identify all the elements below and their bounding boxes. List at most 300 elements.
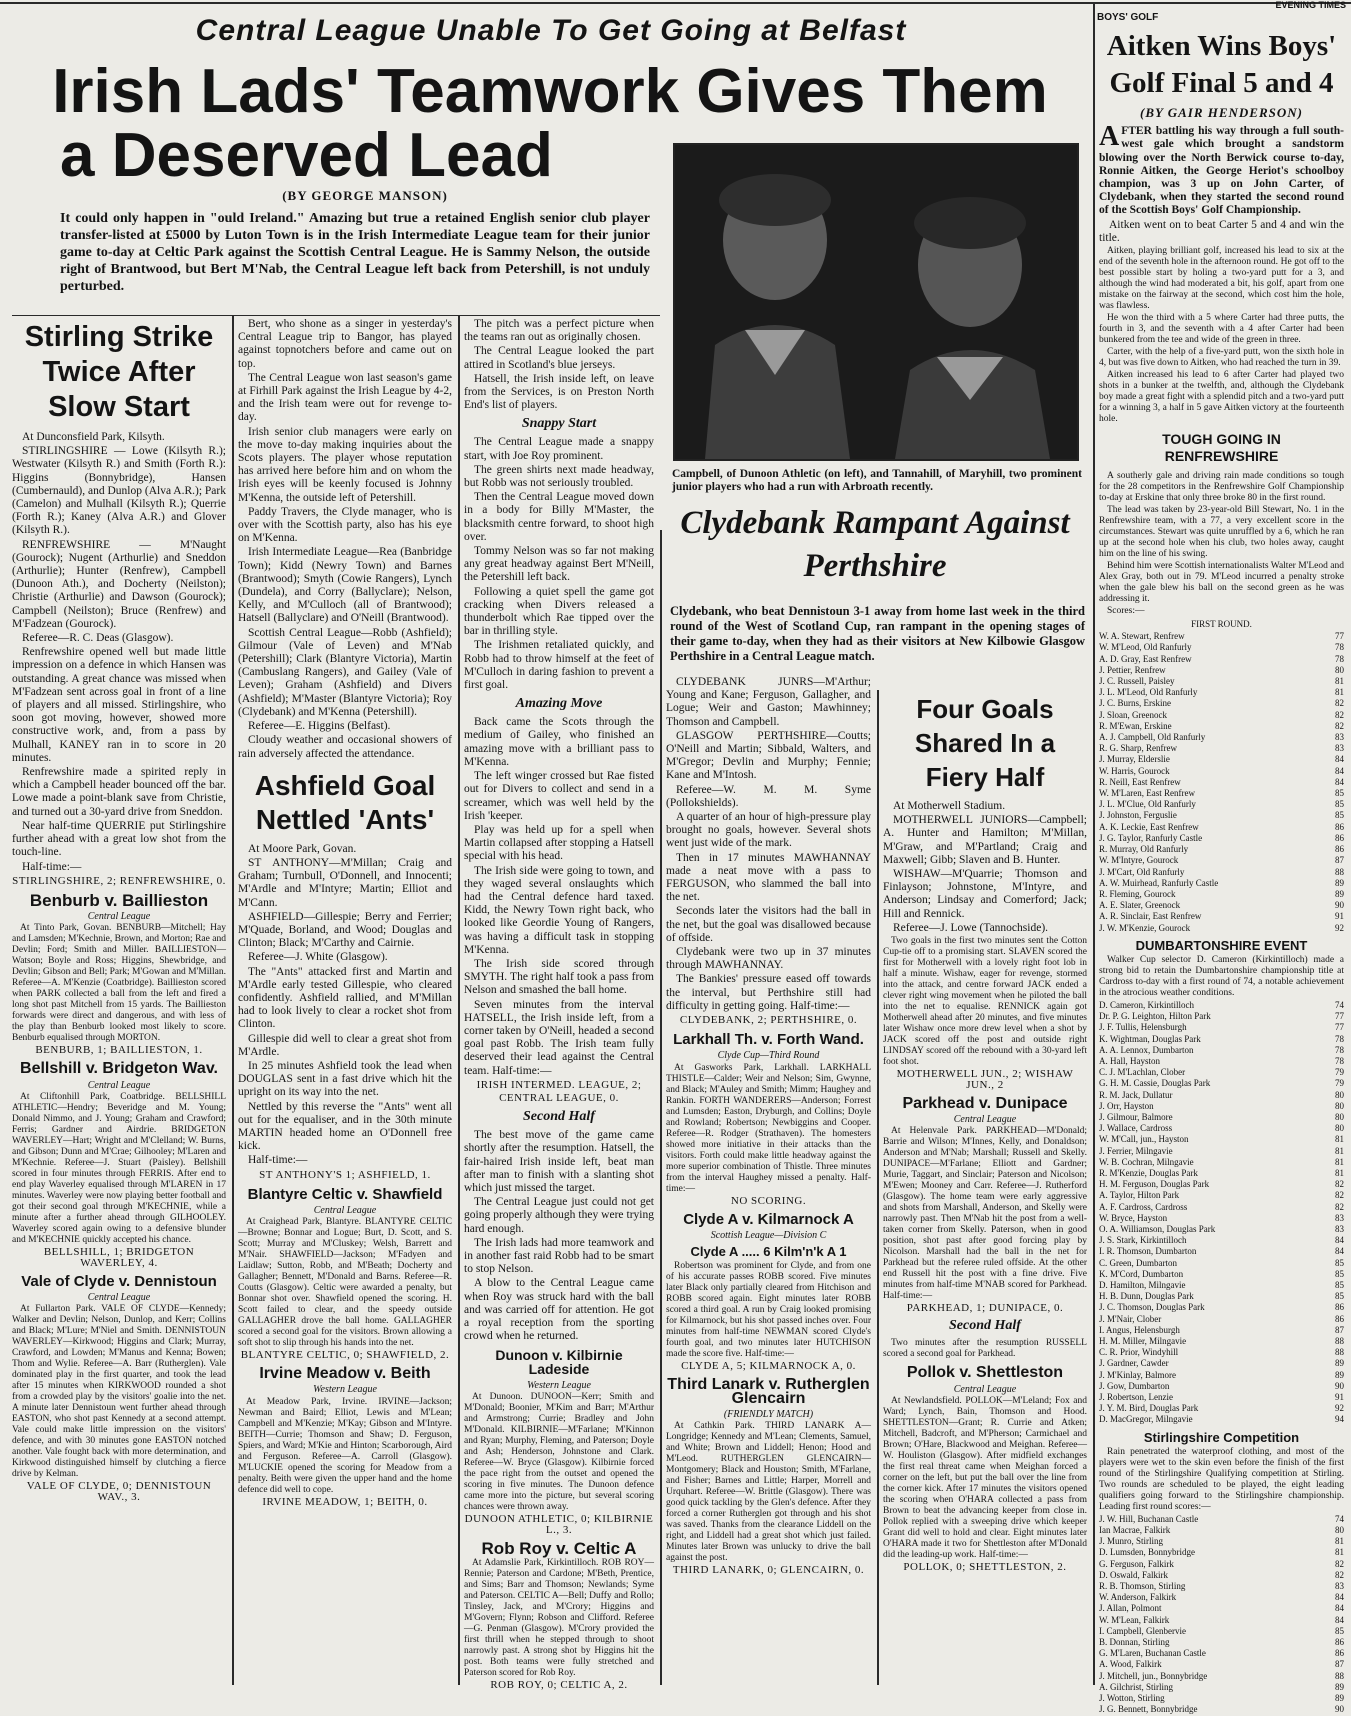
scottish-team-lineup: Scottish Central League—Robb (Ashfield); Gilmour (Vale of Leven) and M'Nab (Petershill); Clark (Blantyre Victoria), Martin (Cambuslang Rangers), and Gailey (Vale of Leven); Graham (Ashfield) and Divers (Ashfield); M'Master (Blantyre Victoria); Roy (Clydebank) and M'Kenna (Petershill). xyxy=(238,626,452,718)
col3-para-18: The Irish lads had more teamwork and in another fast raid Robb had to be smart to stop Nelson. xyxy=(464,1236,654,1276)
col3-para-5: The green shirts next made headway, but Robb was not seriously troubled. xyxy=(464,463,654,490)
larkhall-league: Clyde Cup—Third Round xyxy=(717,1050,820,1062)
robroy-report: At Adamslie Park, Kirkintilloch. ROB ROY—Rennie; Paterson and Cardone; M'Beth, Prentice, and Sims; Barr and Thomson; Newlands; Syme and Paterson. CELTIC A—Bell; Duffy and Rollo; Tinsley, Jack, and M'Crory; Higgins and M'Govern; Flynn; Robson and Clifford. Referee—G. Penman (Glasgow). M'Crory provided the first thrill when he stepped through to shoot narrowly past. A strong shot by Higgins hit the post. Both teams were fully stretched and Paterson scored for Rob Roy. xyxy=(464,1558,654,1679)
player-score: 83 xyxy=(1335,1581,1344,1592)
player-name: A. R. Sinclair, East Renfrew xyxy=(1099,911,1202,922)
col3-para-3: Hatsell, the Irish inside left, on leave from the Services, is on Preston North End's list of players. xyxy=(464,372,654,412)
player-score: 82 xyxy=(1335,1190,1344,1201)
dunbarton-score-row xyxy=(1099,1134,1344,1145)
player-score: 86 xyxy=(1335,1637,1344,1648)
dunbarton-score-row xyxy=(1099,1090,1344,1101)
column-two xyxy=(238,318,452,1686)
player-name: J. G. Bennett, Bonnybridge xyxy=(1099,1704,1198,1715)
dunoon-headline: Dunoon v. Kilbirnie Ladeside xyxy=(495,1347,623,1377)
player-name: J. Gow, Dumbarton xyxy=(1099,1380,1170,1391)
dunoon-league: Western League xyxy=(527,1379,591,1391)
clydebank-para-5: The Bankies' pressure eased off towards the interval, but Perthshire still had difficulty in getting going. Half-time:— xyxy=(666,973,871,1012)
dunbarton-score-row xyxy=(1099,1392,1344,1403)
four-goals-referee: Referee—J. Lowe (Tannochside). xyxy=(893,921,1049,934)
player-name: A. Hall, Hayston xyxy=(1099,1055,1160,1066)
player-name: J. Johnston, Ferguslie xyxy=(1099,810,1177,821)
player-score: 89 xyxy=(1335,877,1344,888)
player-score: 80 xyxy=(1335,664,1344,675)
renfrew-score-row xyxy=(1099,721,1344,732)
player-name: I. Campbell, Glenbervie xyxy=(1099,1625,1186,1636)
stirling-venue: At Dunconsfield Park, Kilsyth. xyxy=(22,431,165,443)
player-name: J. C. Thomson, Douglas Park xyxy=(1099,1302,1205,1313)
vale-result: VALE OF CLYDE, 0; DENNISTOUN WAV., 3. xyxy=(26,1480,212,1504)
player-score: 80 xyxy=(1335,1100,1344,1111)
parkhead-second-half: Second Half xyxy=(949,1318,1021,1334)
renfrew-score-row xyxy=(1099,698,1344,709)
stirling-half-time: Half-time:— xyxy=(22,860,82,873)
player-score: 84 xyxy=(1335,1246,1344,1257)
dunbarton-score-row xyxy=(1099,1381,1344,1392)
dunbarton-score-row xyxy=(1099,1000,1344,1011)
clyde-score: Clyde A ..... 6 Kilm'n'k A 1 xyxy=(690,1244,847,1260)
ashfield-result: ST ANTHONY'S 1; ASHFIELD, 1. xyxy=(259,1168,431,1181)
stirling-score-row xyxy=(1099,1559,1344,1570)
player-score: 87 xyxy=(1335,1324,1344,1335)
clydebank-para-3: Seconds later the visitors had the ball in the net, but the goal was disallowed because of offside. xyxy=(666,905,871,944)
column-rule-1 xyxy=(232,315,234,1685)
player-name: O. A. Williamson, Douglas Park xyxy=(1099,1223,1216,1234)
stirling-referee: Referee—R. C. Deas (Glasgow). xyxy=(22,632,174,645)
ashfield-teams-2: ASHFIELD—Gillespie; Berry and Ferrier; M'Quade, Borland, and Wood; Douglas and Clinton; Black; M'Carthy and Cairnie. xyxy=(238,910,452,950)
player-name: J. Murray, Elderslie xyxy=(1099,754,1170,765)
player-name: R. M'Ewan, Erskine xyxy=(1099,720,1172,731)
irvine-result: IRVINE MEADOW, 1; BEITH, 0. xyxy=(262,1495,428,1508)
stirling-score-row xyxy=(1099,1704,1344,1715)
player-score: 78 xyxy=(1335,1055,1344,1066)
player-name: R. G. Sharp, Renfrew xyxy=(1099,743,1177,754)
headline-divider xyxy=(12,315,660,316)
golf-headline: Aitken Wins Boys' Golf Final 5 and 4 xyxy=(1106,30,1337,99)
pollok-result: POLLOK, 0; SHETTLESTON, 2. xyxy=(903,1560,1067,1573)
player-name: H. M. Ferguson, Douglas Park xyxy=(1099,1179,1210,1190)
player-score: 86 xyxy=(1335,1648,1344,1659)
player-name: D. MacGregor, Milngavie xyxy=(1099,1414,1193,1425)
col2-para-3: Irish senior club managers were early on the move to-day making inquiries about the Scots players. The player whose reputation has arrived here before him and on whom the Irish eyes will be keenly focused is Johnny M'Kenna, the outside left of Petershill. xyxy=(238,425,452,504)
dunbarton-score-row xyxy=(1099,1179,1344,1190)
player-name: R. Fleming, Gourock xyxy=(1099,888,1176,899)
player-name: C. R. Prior, Windyhill xyxy=(1099,1347,1179,1358)
byline: (BY GEORGE MANSON) xyxy=(282,188,448,203)
renfrew-score-row xyxy=(1099,777,1344,788)
player-name: J. Robertson, Lenzie xyxy=(1099,1392,1173,1403)
col3-para-4: The Central League made a snappy start, with Joe Roy prominent. xyxy=(464,436,654,462)
player-name: J. M'Kinlay, Balmore xyxy=(1099,1369,1177,1380)
player-name: J. F. Tullis, Helensburgh xyxy=(1099,1022,1187,1033)
player-score: 85 xyxy=(1335,810,1344,821)
player-score: 86 xyxy=(1335,844,1344,855)
player-name: A. Gilchrist, Stirling xyxy=(1099,1681,1173,1692)
player-score: 86 xyxy=(1335,1313,1344,1324)
player-score: 79 xyxy=(1335,1067,1344,1078)
player-name: K. Wightman, Douglas Park xyxy=(1099,1033,1201,1044)
kicker-headline: Central League Unable To Get Going at Belfast xyxy=(195,14,907,47)
dunbarton-score-row xyxy=(1099,1325,1344,1336)
player-name: A. W. Muirhead, Ranfurly Castle xyxy=(1099,877,1219,888)
player-name: J. Orr, Hayston xyxy=(1099,1100,1154,1111)
clydebank-referee: Referee—W. M. M. Syme (Pollokshields). xyxy=(666,783,871,809)
dunbarton-score-row xyxy=(1099,1146,1344,1157)
player-score: 84 xyxy=(1335,1592,1344,1603)
clyde-headline: Clyde A v. Kilmarnock A xyxy=(683,1210,854,1228)
bellshill-result: BELLSHILL, 1; BRIDGETON WAVERLEY, 4. xyxy=(43,1245,195,1269)
dunbarton-score-row xyxy=(1099,1011,1344,1022)
golf-para-6: Aitken increased his lead to 6 after Carter had played two shots in a bunker at the twelfth, and, although the Clydebank boy made a great fight with a splendid pitch and a two-yard putt for a winning 3, a half in 5 gave Aitken victory at the fourteenth hole. xyxy=(1099,370,1344,425)
thirdlanark-report: At Cathkin Park. THIRD LANARK A—Longridge; Kennedy and M'Lean; Clements, Samuel, and White; Brown and Liddell; Henon; Hood and M'Leod. RUTHERGLEN GLENCAIRN—Montgomery; Black and Houston; Smith, M'Farlane, and Fisher; Barnes and Little; Harper, Morrell and Urquhart. Referee—W. Brittle (Glasgow). There was good quick tackling by the Glen's defence. After they forced a corner Rutherglen got through and his shot was saved. Thanks from the clearance Liddell on the right, and Liddell had a great shot which just failed. Minutes later Brown was unlucky to drive the ball against the post. xyxy=(666,1420,871,1563)
player-score: 83 xyxy=(1335,1223,1344,1234)
dunbarton-score-row xyxy=(1099,1078,1344,1089)
player-score: 82 xyxy=(1335,1201,1344,1212)
player-name: C. Green, Dumbarton xyxy=(1099,1257,1177,1268)
clyde-result: CLYDE A, 5; KILMARNOCK A, 0. xyxy=(681,1360,856,1373)
stirling-score-list xyxy=(1099,1514,1344,1716)
dunbarton-score-row xyxy=(1099,1258,1344,1269)
player-name: J. Munro, Stirling xyxy=(1099,1536,1164,1547)
dunbarton-score-row xyxy=(1099,1291,1344,1302)
player-score: 85 xyxy=(1335,1257,1344,1268)
renfrew-score-list xyxy=(1099,631,1344,933)
renfrew-score-row xyxy=(1099,855,1344,866)
main-headline-line-1: Irish Lads' Teamwork Gives Them xyxy=(52,57,1048,126)
golf-dropcap: A xyxy=(1099,121,1120,153)
col3-para-6: Then the Central League moved down in a body for Billy M'Master, the blacksmith centre forward, to shoot high over. xyxy=(464,491,654,543)
clydebank-teams-1: CLYDEBANK JUNRS—M'Arthur; Young and Kane; Ferguson, Gallagher, and Logue; Weir and Gaston; Mawhinney; Thomson and Campbell. xyxy=(666,676,871,728)
dunbarton-score-row xyxy=(1099,1213,1344,1224)
player-score: 85 xyxy=(1335,1625,1344,1636)
dunbarton-score-row xyxy=(1099,1112,1344,1123)
thirdlanark-headline: Third Lanark v. Rutherglen Glencairn xyxy=(667,1376,870,1407)
golf-para-1: FTER battling his way through a full south-west gale which brought a sandstorm blowing over the North Berwick course to-day, Ronnie Aitken, the George Heriot's schoolboy champion, was 3 up on John Carter, of Clydebank, when they started the second round of the Scottish Boys' Golf Championship. xyxy=(1099,125,1344,217)
column-rule-2 xyxy=(458,315,460,1685)
four-goals-teams-1: MOTHERWELL JUNIORS—Campbell; A. Hunter and Hamilton; M'Millan, M'Graw, and M'Partland; Craig and Maxwell; Gibb; Slaven and B. Hunter. xyxy=(883,814,1087,866)
benburb-league: Central League xyxy=(87,911,151,923)
player-score: 74 xyxy=(1335,1513,1344,1524)
blantyre-report: At Craighead Park, Blantyre. BLANTYRE CELTIC—Browne; Bonnar and Logue; Burt, D. Scott, and S. Scott; Murray and M'Cluskey; Welsh, Barrett and M'Nair. SHAWFIELD—Jackson; M'Fadyen and Laidlaw; Sutton, Robb, and M'Beath; Docherty and Gallagher; Bennett, M'Donald and Barns. Referee—R. Coutts (Glasgow). Celtic were awarded a penalty, but Bonnar shot over. Shawfield opened the scoring. H. Scott failed to clear, and the speedy outside GALLAGHER drove the ball home. GALLAGHER scored a second goal for the visitors. Brown allowing a soft shot to slip through his hands into the net. xyxy=(238,1217,452,1349)
stirling-score-row xyxy=(1099,1514,1344,1525)
player-score: 81 xyxy=(1335,687,1344,698)
header-right-label: EVENING TIMES xyxy=(1275,0,1346,10)
golf-byline: (BY GAIR HENDERSON) xyxy=(1140,105,1303,120)
player-name: A. D. Gray, East Renfrew xyxy=(1099,653,1192,664)
dunbarton-score-row xyxy=(1099,1022,1344,1033)
player-name: D. Oswald, Falkirk xyxy=(1099,1569,1168,1580)
clydebank-result: CLYDEBANK, 2; PERTHSHIRE, 0. xyxy=(679,1014,858,1027)
irish-team-lineup: Irish Intermediate League—Rea (Banbridge Town); Kidd (Newry Town) and Barnes (Brantwood); Smyth (Cowie Rangers), Lynch (Dundela), and Corry (Ballyclare); Nelson, Kelly, and M'Culloch (all of Brantwood); Hatsell (Ballyclare) and O'Neill (Brantwood). xyxy=(238,546,452,625)
player-score: 80 xyxy=(1335,1525,1344,1536)
thirdlanark-result: THIRD LANARK, 0; GLENCAIRN, 0. xyxy=(672,1563,865,1576)
player-score: 81 xyxy=(1335,1156,1344,1167)
player-name: H. B. Dunn, Douglas Park xyxy=(1099,1291,1194,1302)
player-score: 84 xyxy=(1335,754,1344,765)
player-score: 90 xyxy=(1335,900,1344,911)
dunbarton-score-row xyxy=(1099,1302,1344,1313)
renfrew-score-row xyxy=(1099,900,1344,911)
player-name: Dr. P. G. Leighton, Hilton Park xyxy=(1099,1011,1211,1022)
blantyre-headline: Blantyre Celtic v. Shawfield xyxy=(247,1185,443,1203)
player-score: 82 xyxy=(1335,1179,1344,1190)
renfrew-score-row xyxy=(1099,878,1344,889)
player-score: 82 xyxy=(1335,1558,1344,1569)
clydebank-intro: Clydebank, who beat Dennistoun 3-1 away from home last week in the third round of the West of Scotland Cup, ran rampant in the opening stages of their game to-day, when they had as their visitors at New Kilbowie Glasgow Perthshire in a Central League match. xyxy=(670,604,1085,663)
stirling-para-3: Near half-time QUERRIE put Stirlingshire further ahead with a great low shot from the touch-line. xyxy=(12,819,226,859)
col3-para-17: The Central League just could not get going properly although they were trying hard enough. xyxy=(464,1196,654,1235)
golf-para-5: Carter, with the help of a five-yard putt, won the sixth hole in 4, but was five down to Aitken, who had reached the turn in 39. xyxy=(1099,347,1344,369)
player-name: J. Sloan, Greenock xyxy=(1099,709,1167,720)
ashfield-para-2: Gillespie did well to clear a great shot from M'Ardle. xyxy=(238,1032,452,1058)
player-score: 81 xyxy=(1335,1536,1344,1547)
dunbarton-score-row xyxy=(1099,1370,1344,1381)
dunbarton-score-row xyxy=(1099,1235,1344,1246)
player-score: 84 xyxy=(1335,1235,1344,1246)
col3-para-13: The Irish side were going to town, and they waged several onslaughts which had the Central defence hard taxed. Kidd, the Newry Town right back, who looked like Geordie Young of Rangers, was having a difficult task in stopping M'Kenna. xyxy=(464,864,654,956)
column-rule-3 xyxy=(660,530,662,1685)
player-name: G. H. M. Cassie, Douglas Park xyxy=(1099,1078,1211,1089)
ashfield-para-4: Nettled by this reverse the "Ants" went all out for the equaliser, and in the 30th minute MARTIN headed home an O'Donnell free kick. xyxy=(238,1100,452,1153)
player-name: R. M'Kenzie, Douglas Park xyxy=(1099,1167,1198,1178)
col3-para-1: The pitch was a perfect picture when the teams ran out as originally chosen. xyxy=(464,318,654,344)
dunbarton-score-row xyxy=(1099,1347,1344,1358)
player-score: 85 xyxy=(1335,799,1344,810)
stirling-score-row xyxy=(1099,1626,1344,1637)
parkhead-headline: Parkhead v. Dunipace xyxy=(902,1095,1068,1113)
irvine-report: At Meadow Park, Irvine. IRVINE—Jackson; Newman and Baird; Elliot, Lewis and M'Lean; Campbell and M'Kenzie; M'Kay; Gibson and M'Intyre. BEITH—Currie; Thomson and Shaw; D. Ferguson, Spiers, and Ward; M'Kie and Hinton; Scarborough, Aird and Ferguson. Referee—A. Carroll (Glasgow). M'LUCKIE opened the scoring for Meadow from a penalty. Beith were given the upper hand and the home defence did well to cope. xyxy=(238,1396,452,1495)
dunbarton-score-row xyxy=(1099,1403,1344,1414)
renfrew-score-row xyxy=(1099,665,1344,676)
benburb-headline: Benburb v. Baillieston xyxy=(29,890,209,910)
col3-para-16: The best move of the game came shortly after the resumption. Hatsell, the fair-haired Irish inside left, beat man after man to finish with a slanting shot which just missed the target. xyxy=(464,1129,654,1194)
larkhall-result: NO SCORING. xyxy=(730,1194,807,1207)
parkhead-league: Central League xyxy=(953,1114,1017,1126)
player-score: 74 xyxy=(1335,999,1344,1010)
player-score: 82 xyxy=(1335,709,1344,720)
stirling-score-row xyxy=(1099,1671,1344,1682)
player-score: 88 xyxy=(1335,1670,1344,1681)
player-score: 85 xyxy=(1335,788,1344,799)
player-name: W. M'Intyre, Gourock xyxy=(1099,855,1179,866)
stirling-result: STIRLINGSHIRE, 2; RENFREWSHIRE, 0. xyxy=(12,874,226,887)
player-score: 77 xyxy=(1335,1022,1344,1033)
pollok-headline: Pollok v. Shettleston xyxy=(906,1364,1064,1382)
player-name: J. Allan, Polmont xyxy=(1099,1603,1162,1614)
clydebank-para-1: A quarter of an hour of high-pressure play brought no goals, however. Several shots went just wide of the mark. xyxy=(666,811,871,850)
bellshill-league: Central League xyxy=(87,1079,151,1091)
player-score: 89 xyxy=(1335,888,1344,899)
benburb-result: BENBURB, 1; BAILLIESTON, 1. xyxy=(35,1044,203,1057)
player-score: 86 xyxy=(1335,832,1344,843)
player-name: J. G. Taylor, Ranfurly Castle xyxy=(1099,832,1203,843)
benburb-report: At Tinto Park, Govan. BENBURB—Mitchell; Hay and Lamsden; M'Kechnie, Brown, and Morton; Rae and Devlin; Ford; Smith and Miller. BAILLIESTON—Watson; Boyle and Ross; Higgins, Shewbridge, and Devlin; Gibson and Bell; Park; M'Gowan and M'Millan. Referee—A. M'Kenzie (Coatbridge). Baillieston scored when PARK collected a ball from the left and fired a long shot past Mitchell from 15 yards. The Baillieston forwards were direct and dangerous, and with less of the play than Benburb looked most likely to score. Benburb equalised through MORTON. xyxy=(12,923,226,1044)
renfrew-score-row xyxy=(1099,911,1344,922)
tough-going-headline: TOUGH GOING IN RENFREWSHIRE xyxy=(1162,431,1281,465)
col3-para-9: The Irishmen retaliated quickly, and Robb had to throw himself at the feet of M'Culloch in daring fashion to prevent a first goal. xyxy=(464,639,654,692)
player-name: J. L. M'Leod, Old Ranfurly xyxy=(1099,687,1198,698)
renfrew-score-row xyxy=(1099,867,1344,878)
dunbarton-score-row xyxy=(1099,1056,1344,1067)
renfrew-score-row xyxy=(1099,732,1344,743)
player-name: J. Gilmour, Balmore xyxy=(1099,1111,1173,1122)
player-score: 84 xyxy=(1335,765,1344,776)
clydebank-headline: Clydebank Rampant Against Perthshire xyxy=(680,505,1070,584)
ashfield-teams-1: ST ANTHONY—M'Millan; Craig and Graham; Turnbull, O'Donnell, and Innocenti; M'Ardle and M'Intyre; Martin; Elliot and M'Cann. xyxy=(238,856,452,909)
player-name: A. E. Slater, Greenock xyxy=(1099,900,1181,911)
renfrew-score-row xyxy=(1099,766,1344,777)
player-name: Ian Macrae, Falkirk xyxy=(1099,1525,1171,1536)
player-score: 91 xyxy=(1335,911,1344,922)
dunbarton-score-row xyxy=(1099,1314,1344,1325)
player-score: 91 xyxy=(1335,1392,1344,1403)
player-score: 85 xyxy=(1335,1280,1344,1290)
dunoon-result: DUNOON ATHLETIC, 0; KILBIRNIE L., 3. xyxy=(464,1513,654,1537)
stirling-score-row xyxy=(1099,1536,1344,1547)
col2-para-5: Cloudy weather and occasional showers of rain adversely affected the attendance. xyxy=(238,734,452,760)
player-name: J. Ferrier, Milngavie xyxy=(1099,1145,1173,1156)
renfrew-score-row xyxy=(1099,844,1344,855)
player-score: 78 xyxy=(1335,1033,1344,1044)
parkhead-after: Two minutes after the resumption RUSSELL scored a second goal for Parkhead. xyxy=(883,1338,1087,1360)
player-score: 92 xyxy=(1335,922,1344,933)
col3-para-10: Back came the Scots through the medium of Gailey, who finished an amazing move with a brilliant pass to M'Kenna. xyxy=(464,716,654,768)
ashfield-para-3: In 25 minutes Ashfield took the lead when DOUGLAS sent in a fast drive which hit the upright on its way into the net. xyxy=(238,1059,452,1099)
col2-referee: Referee—E. Higgins (Belfast). xyxy=(248,720,391,733)
dunbarton-score-row xyxy=(1099,1067,1344,1078)
thirdlanark-league: (FRIENDLY MATCH) xyxy=(723,1408,814,1420)
player-score: 78 xyxy=(1335,653,1344,664)
player-name: D. Hamilton, Milngavie xyxy=(1099,1280,1186,1290)
player-score: 87 xyxy=(1335,1659,1344,1670)
player-score: 84 xyxy=(1335,776,1344,787)
stirling-score-row xyxy=(1099,1603,1344,1614)
player-name: W. A. Stewart, Renfrew xyxy=(1099,631,1185,642)
player-name: G. Ferguson, Falkirk xyxy=(1099,1558,1174,1569)
renfrew-score-row xyxy=(1099,788,1344,799)
player-name: G. M'Laren, Buchanan Castle xyxy=(1099,1648,1206,1659)
stirling-comp-para: Rain penetrated the waterproof clothing, and most of the players were wet to the skin even before the finish of the first round of the Stirlingshire Qualifying competition at Stirling. Two rounds are scheduled to be played, the eight leading qualifiers going forward to the Stirlingshire championship. Leading first round scores:— xyxy=(1099,1446,1344,1512)
renfrew-score-row xyxy=(1099,676,1344,687)
player-name: W. M'Leod, Old Ranfurly xyxy=(1099,642,1192,653)
player-score: 90 xyxy=(1335,1380,1344,1391)
renfrew-score-row xyxy=(1099,822,1344,833)
golf-para-1-wrap xyxy=(1099,121,1344,217)
player-name: J. C. Burns, Erskine xyxy=(1099,698,1171,709)
player-name: J. C. Russell, Paisley xyxy=(1099,676,1175,687)
player-name: J. S. Stark, Kirkintilloch xyxy=(1099,1235,1187,1246)
col2-para-2: The Central League won last season's game at Firhill Park against the Irish League by 4-2, and the Irish team were out for revenge to-day. xyxy=(238,371,452,424)
column-four xyxy=(666,676,871,1686)
player-name: J. M'Cart, Old Ranfurly xyxy=(1099,866,1185,877)
tough-para-2: The lead was taken by 23-year-old Bill Stewart, No. 1 in the Renfrewshire team, with a 77, a very excellent score in the circumstances. Stewart was quite unruffled by a 6, which he ran up at the second hole when his club, two holes away, caught him on the line of his swing. xyxy=(1099,505,1344,560)
robroy-result: ROB ROY, 0; CELTIC A, 2. xyxy=(490,1679,628,1692)
player-score: 79 xyxy=(1335,1078,1344,1089)
player-score: 92 xyxy=(1335,1403,1344,1414)
stirling-headline: Stirling Strike Twice After Slow Start xyxy=(24,321,214,423)
stirling-para-2: Renfrewshire made a spirited reply in which a Campbell header bounced off the bar. Lowe made a point-blank save from Christie, and turned out a 30-yard drive from Sneddon. xyxy=(12,766,226,818)
player-score: 88 xyxy=(1335,1336,1344,1347)
pollok-league: Central League xyxy=(953,1383,1017,1395)
player-score: 80 xyxy=(1335,1111,1344,1122)
subhead-snappy-start: Snappy Start xyxy=(521,416,597,432)
player-name: J. M'Nair, Clober xyxy=(1099,1313,1162,1324)
player-name: K. M'Cord, Dumbarton xyxy=(1099,1268,1184,1279)
player-name: J. Gardner, Cawder xyxy=(1099,1358,1169,1369)
vale-league: Central League xyxy=(87,1291,151,1303)
stirling-score-row xyxy=(1099,1648,1344,1659)
player-score: 89 xyxy=(1335,1693,1344,1704)
pollok-report: At Newlandsfield. POLLOK—M'Leland; Fox and Ward; Lynch, Bain, Thomson and Hood. SHETTLESTON—Grant; R. Currie and Atken; Mitchell, Badcroft, and M'Pherson; Carmichael and Brown; O'Hare, Blackwood and Meighan. Referee—W. Houliston (Glasgow). After midfield exchanges the first real threat came when Meighan forced a corner on the left, but put the ball over the line from the corner kick. After 17 minutes the visitors opened the scoring when O'HARA collected a pass from Brown to beat the advancing keeper from close in. Pollok replied with a sweeping drive which keeper Grant did well to hold and clear. Eight minutes later O'HARA made it two for Shettleston after M'Donald did the leading-up work. Half-time:— xyxy=(883,1395,1087,1560)
player-score: 83 xyxy=(1335,1212,1344,1223)
player-name: W. M'Laren, East Renfrew xyxy=(1099,788,1196,799)
renfrew-score-row xyxy=(1099,687,1344,698)
stirling-score-row xyxy=(1099,1682,1344,1693)
blantyre-league: Central League xyxy=(313,1204,377,1216)
ashfield-half-time: Half-time:— xyxy=(248,1154,308,1167)
four-goals-headline: Four Goals Shared In a Fiery Half xyxy=(914,694,1056,792)
column-stirling xyxy=(12,318,226,1686)
column-golf xyxy=(1099,28,1344,1715)
player-score: 85 xyxy=(1335,1291,1344,1302)
dunbarton-score-row xyxy=(1099,1414,1344,1425)
robroy-headline: Rob Roy v. Celtic A xyxy=(481,1539,637,1559)
player-score: 82 xyxy=(1335,720,1344,731)
renfrew-score-row xyxy=(1099,754,1344,765)
player-score: 80 xyxy=(1335,1123,1344,1134)
dunbarton-score-row xyxy=(1099,1045,1344,1056)
golf-para-3: Aitken, playing brilliant golf, increased his lead to six at the end of the seventh hole in the afternoon round. He got off to the best possible start by holing a two-yard putt for a 3, and although the wind had moderated a bit, his golf, apart from one mistake on the fairway at the second, which cost him the hole, was flawless. xyxy=(1099,246,1344,312)
col3-para-15: Seven minutes from the interval HATSELL, the Irish inside left, from a corner taken by O'Neill, headed a second goal past Robb. The Irish team fully deserved their lead against the Central team. Half-time:— xyxy=(464,998,654,1077)
player-name: J. Wotton, Stirling xyxy=(1099,1693,1165,1704)
dunbarton-score-row xyxy=(1099,1358,1344,1369)
player-name: W. Harris, Gourock xyxy=(1099,765,1170,776)
four-goals-teams-2: WISHAW—M'Quarrie; Thomson and Finlayson; Johnstone, M'Intyre, and Anderson; Lindsay and Comerford; Jack; Hill and Rennick. xyxy=(883,868,1087,920)
irvine-league: Western League xyxy=(313,1384,377,1396)
parkhead-result: PARKHEAD, 1; DUNIPACE, 0. xyxy=(906,1302,1064,1315)
player-name: R. B. Thomson, Stirling xyxy=(1099,1581,1186,1592)
stirling-score-row xyxy=(1099,1570,1344,1581)
tough-para-3: Behind him were Scottish internationalists Walter M'Leod and Alex Gray, both out in 79. M'Leod incurred a penalty stroke when the gale blew his ball on the second green as he was addressing it. xyxy=(1099,561,1344,605)
player-score: 81 xyxy=(1335,676,1344,687)
col3-para-2: The Central League looked the part attired in Scotland's blue jerseys. xyxy=(464,345,654,371)
player-name: J. Wallace, Cardross xyxy=(1099,1123,1173,1134)
player-score: 84 xyxy=(1335,1603,1344,1614)
dunbarton-score-row xyxy=(1099,1224,1344,1235)
scores-label: Scores:— xyxy=(1107,606,1145,617)
col2-para-1: Bert, who shone as a singer in yesterday's Central League trip to Bangor, has played against topnotchers before and came out on top. xyxy=(238,318,452,370)
four-goals-venue: At Motherwell Stadium. xyxy=(893,800,1006,812)
renfrew-score-row xyxy=(1099,642,1344,653)
subhead-amazing-move: Amazing Move xyxy=(515,696,603,712)
player-name: I. R. Thomson, Dumbarton xyxy=(1099,1246,1197,1257)
renfrew-score-row xyxy=(1099,889,1344,900)
dunbarton-score-row xyxy=(1099,1190,1344,1201)
dunbarton-score-row xyxy=(1099,1123,1344,1134)
player-score: 81 xyxy=(1335,1134,1344,1145)
dunbarton-score-list xyxy=(1099,1000,1344,1426)
player-score: 87 xyxy=(1335,855,1344,866)
clyde-report: Robertson was prominent for Clyde, and from one of his accurate passes ROBB scored. Five minutes later Black only partially cleared from Hitchison and ROBB scored again. Eight minutes later ROBB scored a third goal. A run by Craig looked promising for Kilmarnock, but his shot passed inches over. Four minutes from half-time NEWMAN scored Clyde's fourth goal, and two minutes later HUTCHISON made the score five. Half-time:— xyxy=(666,1261,871,1360)
player-score: 81 xyxy=(1335,1547,1344,1558)
player-name: A. A. Lennox, Dumbarton xyxy=(1099,1044,1194,1055)
stirling-score-row xyxy=(1099,1525,1344,1536)
dunbarton-score-row xyxy=(1099,1101,1344,1112)
renfrew-score-row xyxy=(1099,810,1344,821)
golf-para-2: Aitken went on to beat Carter 5 and 4 and win the title. xyxy=(1099,218,1344,244)
player-name: C. J. M'Lachlan, Clober xyxy=(1099,1067,1186,1078)
renfrew-score-row xyxy=(1099,743,1344,754)
clydebank-para-2: Then in 17 minutes MAWHANNAY made a neat move with a pass to FERGUSON, who slammed the ball into the net. xyxy=(666,851,871,904)
